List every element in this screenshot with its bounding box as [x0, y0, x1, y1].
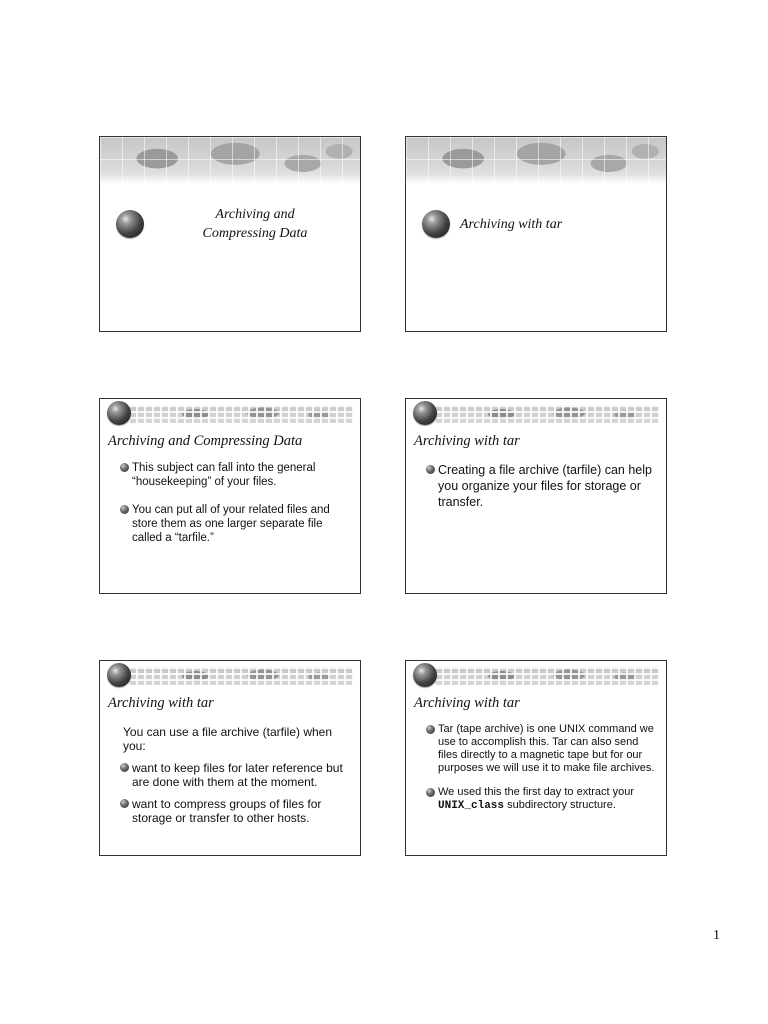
- slide-5: [99, 660, 361, 856]
- bullet-text: want to keep files for later reference but are done with them at the moment.: [132, 761, 343, 789]
- slide-4: [405, 398, 667, 594]
- globe-icon: [413, 663, 437, 687]
- map-strip: [434, 405, 659, 423]
- bullet-text: want to compress groups of files for storage or transfer to other hosts.: [132, 797, 322, 825]
- bullet-text: You can put all of your related files and store them as one larger separate file called a “tarfile.”: [132, 504, 330, 544]
- list-item: [426, 786, 658, 813]
- slide-title: [180, 205, 330, 243]
- bullet-text: We used this the first day to extract your: [438, 786, 635, 798]
- slide-heading: Archiving with tar: [414, 695, 520, 711]
- map-strip: [434, 667, 659, 685]
- list-item: [120, 761, 352, 789]
- bullet-list: [120, 725, 352, 833]
- bullet-icon: [120, 799, 129, 808]
- bullet-text: Creating a file archive (tarfile) can help you organize your files for storage or transfer.: [438, 463, 652, 509]
- bullet-text: subdirectory structure.: [507, 799, 616, 811]
- map-strip: [128, 667, 353, 685]
- globe-icon: [116, 210, 144, 238]
- bullet-icon: [426, 788, 435, 797]
- list-item: [120, 797, 352, 825]
- list-item: [120, 461, 352, 489]
- bullet-list: [426, 723, 658, 824]
- bullet-text: This subject can fall into the general “housekeeping” of your files.: [132, 462, 316, 488]
- bullet-text: Tar (tape archive) is one UNIX command we use to accomplish this. Tar can also send files directly to a magnetic tape but for our purposes we will use it to make file archives.: [438, 723, 655, 774]
- bullet-icon: [120, 505, 129, 514]
- bullet-icon: [120, 763, 129, 772]
- slide-heading: Archiving with tar: [414, 433, 520, 449]
- title-line-1: Archiving and: [215, 207, 295, 222]
- world-map-banner: [100, 137, 360, 185]
- page-number: 1: [713, 928, 720, 943]
- list-item: [120, 503, 352, 545]
- list-item: [426, 462, 658, 510]
- list-item: [426, 723, 658, 775]
- intro-text: You can use a file archive (tarfile) when you:: [123, 725, 333, 753]
- slide-6: [405, 660, 667, 856]
- code-text: UNIX_class: [438, 800, 505, 812]
- slide-title: Archiving with tar: [460, 217, 563, 232]
- map-strip: [128, 405, 353, 423]
- bullet-icon: [120, 463, 129, 472]
- slide-heading: Archiving with tar: [108, 695, 214, 711]
- slide-1: [99, 136, 361, 332]
- bullet-list: [120, 461, 352, 559]
- world-map-banner: [406, 137, 666, 185]
- globe-icon: [107, 401, 131, 425]
- bullet-icon: [426, 465, 435, 474]
- slide-heading: Archiving and Compressing Data: [108, 433, 303, 449]
- bullet-icon: [426, 725, 435, 734]
- bullet-list: [426, 462, 658, 524]
- title-line-2: Compressing Data: [202, 226, 308, 241]
- globe-icon: [413, 401, 437, 425]
- list-intro: [120, 725, 352, 753]
- slide-3: [99, 398, 361, 594]
- slide-2: [405, 136, 667, 332]
- globe-icon: [422, 210, 450, 238]
- globe-icon: [107, 663, 131, 687]
